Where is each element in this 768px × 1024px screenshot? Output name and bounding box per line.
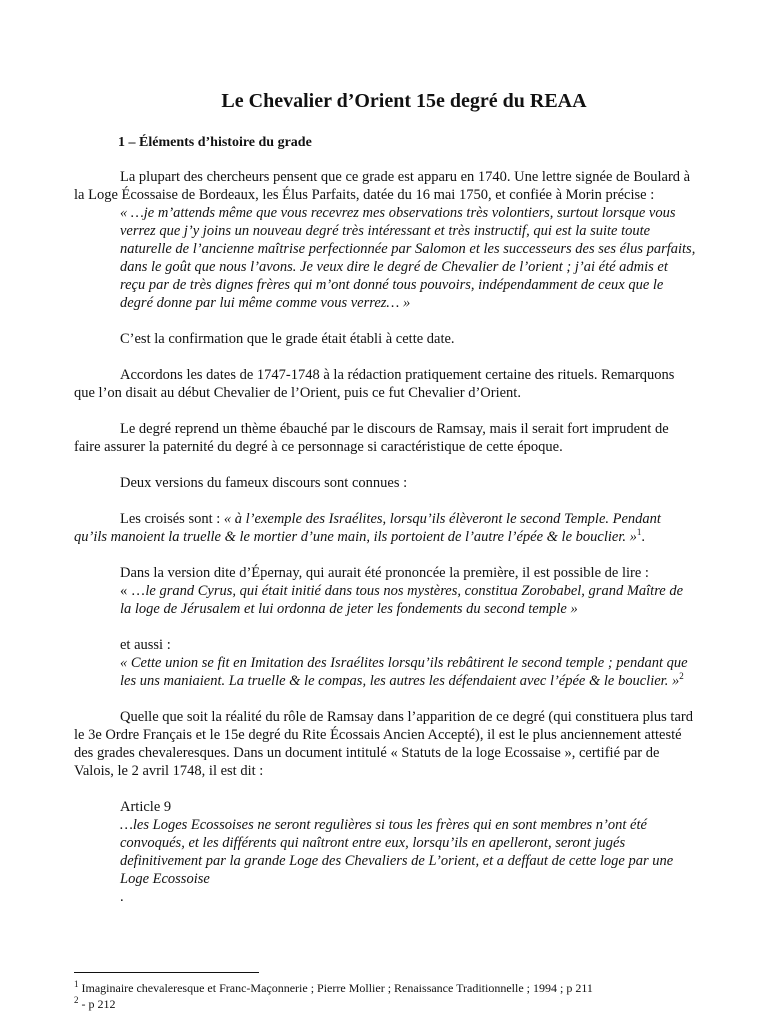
quote-union	[74, 654, 696, 690]
footnote-ref: 2	[679, 671, 684, 682]
footnote-number: 2	[74, 995, 79, 1005]
paragraph-lead: Les croisés sont :	[120, 511, 224, 527]
paragraph-epernay: Dans la version dite d’Épernay, qui aurait été prononcée la première, il est possible de lire :	[120, 565, 649, 581]
paragraph: Quelle que soit la réalité du rôle de Ramsay dans l’apparition de ce degré (qui constituera plus tard le 3e Ordre Français et le 15e degré du Rite Écossais Ancien Accepté), il est le plus anciennement attesté des grades chevaleresques. Dans un document intitulé « Statuts de la loge Ecossaise », certifié par de Valois, le 2 avril 1748, il est dit :	[74, 709, 693, 779]
stray-dot: .	[120, 889, 124, 905]
paragraph: C’est la confirmation que le grade était établi à cette date.	[120, 331, 455, 347]
footnote	[74, 997, 116, 1012]
paragraph: Deux versions du fameux discours sont connues :	[120, 475, 408, 491]
paragraph-et-aussi: et aussi :	[120, 637, 171, 653]
quote-boulard: « …je m’attends même que vous recevrez mes observations très volontiers, surtout lorsque vous verrez que j’y joins un nouveau degré très intéressant et très instructif, qui est la suite toute naturelle de l’ancienne maîtrise perfectionnée par Salomon et les successeurs des ses élus parfaits, dans le goût que nous l’avons. Je veux dire le degré de Chevalier de l’orient ; j’ai été admis et reçu par de très dignes frères qui m’ont donné tous pouvoirs, indépendamment de ceux que le degré donne par lui même comme vous verrez… »	[120, 205, 696, 311]
quote-text: « Cette union se fit en Imitation des Israélites lorsqu’ils rebâtirent le second temple ; pendant que les uns maniaient. La truelle & le compas, les autres les défendaient avec l’épée & le bouclier. »	[120, 655, 688, 689]
footnote-number: 1	[74, 979, 79, 989]
paragraph-croises	[74, 510, 696, 546]
footnote-divider	[74, 972, 259, 973]
paragraph-tail: .	[641, 529, 645, 545]
paragraph: Le degré reprend un thème ébauché par le discours de Ramsay, mais il serait fort imprudent de faire assurer la paternité du degré à ce personnage si caractéristique de cette époque.	[74, 421, 669, 455]
quote-open: « …	[120, 583, 146, 599]
footnote	[74, 981, 593, 996]
footnote-ref: 1	[636, 527, 642, 538]
document-body	[74, 168, 696, 906]
quote-epernay	[74, 582, 696, 618]
quote-article: …les Loges Ecossoises ne seront regulières si tous les frères qui en sont membres n’ont été convoqués, et les différents qui naîtront entre eux, lorsqu’ils en apelleront, seront jugés definitivement par la grande Loge des Chevaliers de L’orient, et a deffaut de cette loge par une Loge Ecossoise	[120, 817, 674, 887]
page-title: Le Chevalier d’Orient 15e degré du REAA	[221, 90, 587, 112]
quote-ramsay: « à l’exemple des Israélites, lorsqu’ils élèveront le second Temple. Pendant qu’ils manoient la truelle & le mortier d’une main, ils portoient de l’autre l’épée & le bouclier. »	[74, 511, 661, 545]
article-heading: Article 9	[120, 799, 172, 815]
section-heading: 1 – Éléments d’histoire du grade	[118, 135, 312, 150]
paragraph: Accordons les dates de 1747-1748 à la rédaction pratiquement certaine des rituels. Remarquons que l’on disait au début Chevalier de l’Orient, puis ce fut Chevalier d’Orient.	[74, 367, 675, 401]
footnote-text: Imaginaire chevaleresque et Franc-Maçonnerie ; Pierre Mollier ; Renaissance Traditionnelle ; 1994 ; p 211	[78, 981, 593, 995]
paragraph: La plupart des chercheurs pensent que ce grade est apparu en 1740. Une lettre signée de Boulard à la Loge Écossaise de Bordeaux, les Élus Parfaits, datée du 16 mai 1750, et confiée à Morin précise :	[74, 169, 691, 203]
footnote-text: - p 212	[78, 997, 116, 1011]
quote-text: le grand Cyrus, qui était initié dans tous nos mystères, constitua Zorobabel, grand Maître de la loge de Jérusalem et lui ordonna de jeter les fondements du second temple »	[120, 583, 684, 617]
